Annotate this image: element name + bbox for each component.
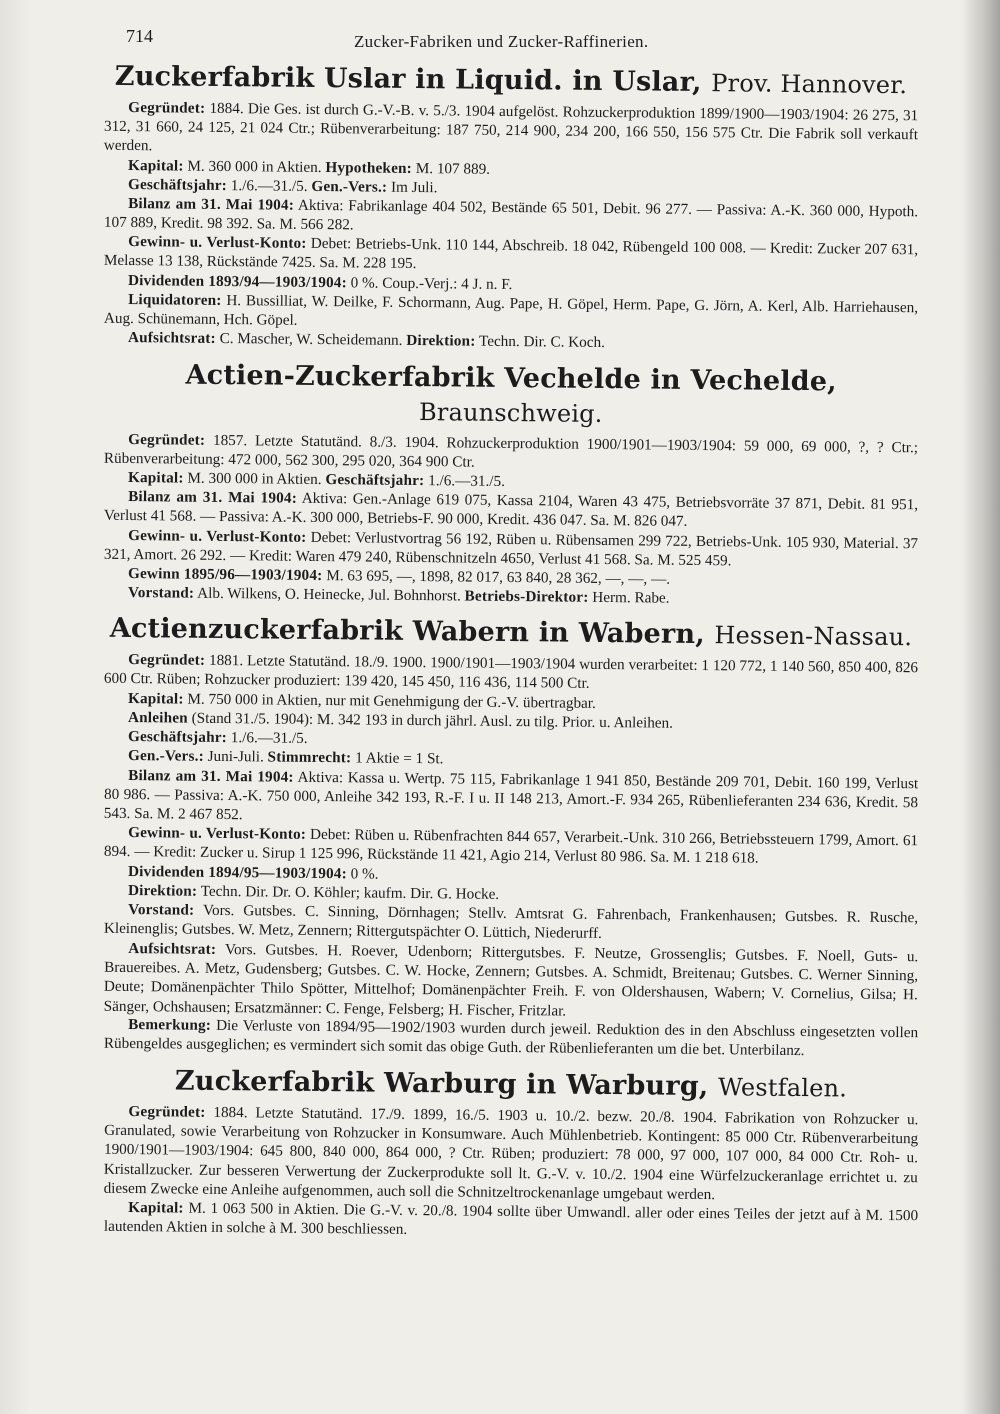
company-location: Braunschweig. (418, 397, 603, 428)
field-text: Aktiva: Fabrikanlage 404 502, Bestände 65 501, Debit. 96 277. — Passiva: A.-K. 360 000, Hypoth. 107 889, Kredit. 98 392. Sa. M. 566 282. (103, 196, 919, 234)
field-text: 1884. Letzte Statutänd. 17./9. 1899, 16./5. 1903 u. 10./2. bezw. 20./8. 1904. Fabrikation von Rohzucker u. Granulated, sowie Verarbeitung von Rohzucker in Konsumware. Auch Mühlenbetrieb. Kontingent: 85 000 Ctr. Rübenverarbeitung 1900/1901—1903/1904: 645 800, 840 000, 864 000, ? Ctr. Rüben; produziert: 78 000, 97 000, 107 000, 84 000 Ctr. Roh- u. Kristallzucker. Zur besseren Verwertung der Zuckerprodukte soll lt. G.-V. v. 10./2. 1904 eine Würfelzuckeranlage errichtet u. zu diesem Zwecke eine Anleihe aufgenommen, auch soll die Schnitzeltrockenanlage umgebaut werden. (103, 1103, 919, 1203)
company-title (104, 1063, 918, 1106)
page-edge-shadow (962, 0, 1000, 1414)
field-text: M. 63 695, —, 1898, 82 017, 63 840, 28 362, —, —, —. (326, 567, 671, 588)
company-title (104, 60, 918, 103)
entry-field (104, 938, 919, 1023)
company-location: Hessen-Nassau. (714, 621, 913, 652)
field-label: Gewinn- u. Verlust-Konto: (128, 526, 307, 546)
field-label: Hypotheken: (325, 158, 413, 177)
field-text: Debet: Verlustvortrag 56 192, Rüben u. Rübensamen 299 722, Betriebs-Unk. 105 930, Material. 37 321, Amort. 26 292. — Kredit: Waren 479 240, Rübenschnitzeln 4650, Verlust 41 568. Sa. M. 525 459. (103, 528, 919, 570)
field-label: Bemerkung: (128, 1016, 212, 1035)
field-text: Aktiva: Kassa u. Wertp. 75 115, Fabrikanlage 1 941 850, Bestände 209 701, Debit. 160 199, Verlust 80 986. — Passiva: A.-K. 750 000, Anleihe 342 193, R.-F. I u. II 148 213, Amort.-F. 934 265, Rübenlieferanten 234 636, Kredit. 58 543. Sa. M. 2 467 852. (103, 768, 919, 824)
field-label: Gewinn 1895/96—1903/1904: (127, 565, 323, 585)
field-label: Bilanz am 31. Mai 1904: (128, 195, 295, 214)
company-name: Actienzuckerfabrik Wabern in Wabern, (109, 613, 706, 651)
field-text: M. 300 000 in Aktien. (187, 469, 322, 489)
company-entry (103, 1065, 919, 1240)
field-label: Geschäftsjahr: (325, 471, 425, 490)
company-entry (103, 60, 919, 352)
field-label: Direktion: (406, 332, 476, 351)
field-text: 1./6.—31./5. (230, 729, 308, 748)
entry-field (104, 1101, 919, 1206)
field-label: Gewinn- u. Verlust-Konto: (128, 824, 307, 844)
entry-field (104, 98, 919, 164)
company-title (104, 612, 918, 655)
field-text: 1./6.—31./5. (428, 472, 506, 490)
field-label: Kapital: (127, 156, 184, 175)
entry-field (104, 1015, 918, 1062)
field-text: 1 Aktie = 1 St. (355, 749, 444, 768)
field-text: Alb. Wilkens, O. Heinecke, Jul. Bohnhorst. (197, 584, 461, 605)
field-label: Aufsichtsrat: (127, 329, 216, 348)
running-title: Zucker-Fabriken und Zucker-Raffinerien. (354, 32, 649, 51)
field-label: Liquidatoren: (128, 291, 222, 309)
field-text: 1857. Letzte Statutänd. 8./3. 1904. Rohzuckerproduktion 1900/1901—1903/1904: 59 000, 69 000, ?, ? Ctr.; Rübenverarbeitung: 472 000, 562 300, 295 020, 364 900 Ctr. (103, 431, 919, 471)
field-text: Debet: Betriebs-Unk. 110 144, Abschreib. 18 042, Rübengeld 100 008. — Kredit: Zucker 207 631, Melasse 13 138, Rückstände 7425. Sa. M. 228 195. (103, 235, 919, 273)
field-label: Kapital: (127, 469, 184, 487)
field-label: Anleihen (127, 709, 188, 727)
field-text: 1./6.—31./5. (230, 176, 308, 195)
field-text: Herm. Rabe. (592, 589, 670, 607)
field-text: Im Juli. (390, 178, 438, 197)
field-label: Gegründet: (128, 651, 206, 670)
field-label: Bilanz am 31. Mai 1904: (128, 488, 298, 508)
field-text: Die Verluste von 1894/95—1902/1903 wurden durch jeweil. Reduktion des in den Abschluss eingesetzten vollen Rübengeldes ausgeglichen; es vermindert sich somit das obige Guth. der Rübenlieferanten um die bet. Unterbilanz. (103, 1017, 919, 1060)
field-label: Aufsichtsrat: (128, 939, 217, 958)
field-text: Techn. Dir. C. Koch. (478, 333, 606, 352)
field-label: Gen.-Vers.: (311, 177, 388, 196)
field-text: M. 750 000 in Aktien, nur mit Genehmigung der G.-V. übertragbar. (187, 690, 596, 712)
field-text: Aktiva: Gen.-Anlage 619 075, Kassa 2104, Waren 43 475, Betriebsvorräte 37 871, Debit. 81 951, Verlust 41 568. — Passiva: A.-K. 300 000, Betriebs-F. 90 000, Kredit. 436 047. Sa. M. 826 047. (103, 490, 919, 531)
entry-field (104, 1197, 918, 1244)
field-label: Gegründet: (128, 98, 206, 117)
field-label: Dividenden 1893/94—1903/1904: (127, 271, 347, 292)
company-location: Prov. Hannover. (711, 69, 908, 100)
field-text: 1884. Die Ges. ist durch G.-V.-B. v. 5./3. 1904 aufgelöst. Rohzuckerproduktion 1899/1900—1903/1904: 26 275, 31 312, 31 660, 24 125, 21 024 Ctr.; Rübenverarbeitung: 187 750, 214 900, 234 200, 166 550, 156 575 Ctr. Die Fabrik soll verkauft werden. (103, 99, 919, 155)
field-text: Debet: Rüben u. Rübenfrachten 844 657, Verarbeit.-Unk. 310 266, Betriebssteuern 1799, Amort. 61 894. — Kredit: Zucker u. Sirup 1 125 996, Rückstände 11 421, Agio 214, Verlust 80 986. Sa. M. 1 218 618. (103, 826, 919, 868)
field-label: Kapital: (128, 1198, 184, 1217)
field-text: M. 1 063 500 in Aktien. Die G.-V. v. 20./8. 1904 sollte über Umwandl. aller oder eines Teiles der jetzt auf à M. 1500 lautenden Aktien in solche à M. 300 beschliessen. (103, 1199, 919, 1238)
field-text: M. 360 000 in Aktien. (187, 157, 322, 176)
company-list (103, 60, 919, 1240)
entry-field (104, 765, 919, 831)
field-label: Geschäftsjahr: (127, 175, 228, 194)
field-label: Bilanz am 31. Mai 1904: (128, 766, 294, 786)
field-label: Stimmrecht: (267, 748, 352, 767)
field-text: 0 %. (350, 865, 379, 883)
field-label: Gegründet: (128, 1102, 206, 1121)
company-location: Westfalen. (717, 1072, 848, 1103)
field-text: (Stand 31./5. 1904): M. 342 193 in durch jährl. Ausl. zu tilg. Prior. u. Anleihen. (191, 709, 674, 732)
field-text: 1881. Letzte Statutänd. 18./9. 1900. 1900/1901—1903/1904 wurden verarbeitet: 1 120 772, 1 140 560, 850 400, 826 600 Ctr. Rüben; Rohzucker produziert: 139 420, 145 450, 116 436, 114 500 Ctr. (103, 652, 919, 693)
field-label: Geschäftsjahr: (127, 728, 228, 747)
field-label: Vorstand: (127, 584, 195, 602)
page-header (104, 20, 918, 58)
field-label: Gegründet: (128, 430, 206, 449)
company-entry (103, 613, 919, 1060)
field-label: Gewinn- u. Verlust-Konto: (128, 233, 307, 253)
field-label: Direktion: (127, 881, 198, 900)
field-label: Kapital: (127, 689, 184, 708)
company-name: Zuckerfabrik Warburg in Warburg, (174, 1065, 709, 1102)
field-text: Juni-Juli. (207, 748, 264, 766)
company-name: Zuckerfabrik Uslar in Liquid. in Uslar, (114, 60, 702, 98)
field-text: M. 107 889. (415, 159, 491, 178)
field-text: Vors. Gutsbes. H. Roever, Udenborn; Rittergutsbes. F. Neutze, Grossenglis; Gutsbes. F. Noell, Guts- u. Brauereibes. A. Metz, Gudensberg; Gutsbes. C. W. Hocke, Zennern; Gutsbes. A. Schmidt, Breitenau; Gutsbes. C. Werner Sinning, Deute; Domänenpächter Thilo Spötter, Mittelhof; Domänenpächter Freih. F. von Oldershausen, Wabern; V. Cornelius, Gilsa; H. Sänger, Ochshausen; Ersatzmänner: C. Fenge, Felsberg; H. Fischer, Fritzlar. (103, 940, 919, 1019)
field-text: C. Mascher, W. Scheidemann. (219, 330, 403, 350)
field-label: Dividenden 1894/95—1903/1904: (127, 862, 347, 882)
field-label: Gen.-Vers.: (127, 747, 204, 766)
field-label: Vorstand: (128, 901, 195, 919)
field-label: Betriebs-Direktor: (464, 587, 589, 607)
company-title (104, 357, 919, 434)
field-text: 0 %. Coup.-Verj.: 4 J. n. F. (350, 274, 513, 293)
page-number: 714 (126, 26, 153, 46)
company-name: Actien-Zuckerfabrik Vechelde in Vechelde, (185, 359, 837, 398)
company-entry (103, 359, 919, 607)
field-text: Techn. Dir. Dr. O. Köhler; kaufm. Dir. G. Hocke. (200, 882, 500, 903)
field-text: H. Bussilliat, W. Deilke, F. Schormann, Aug. Pape, H. Göpel, Herm. Pape, G. Jörn, A. Kerl, Alb. Harriehausen, Aug. Schünemann, Hch. Göpel. (103, 292, 919, 329)
field-text: Vors. Gutsbes. C. Sinning, Dörnhagen; Stellv. Amtsrat G. Fahrenbach, Frankenhausen; Gutsbes. R. Rusche, Kleinenglis; Gutsbes. W. Metz, Zennern; Rittergutspächter O. Lüttich, Niederurff. (103, 901, 919, 943)
